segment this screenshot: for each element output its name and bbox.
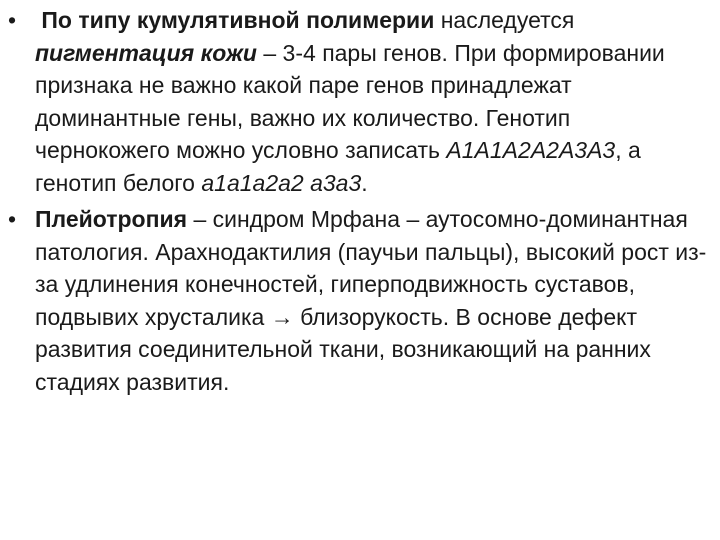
bullet-list bbox=[8, 4, 708, 402]
bullet-marker: • bbox=[8, 206, 17, 232]
term-pleiotropy: Плейотропия bbox=[35, 206, 188, 232]
bullet-marker: • bbox=[8, 7, 17, 33]
text-marfan-description: – синдром Мрфана – аутосомно-доминантная патология. Арахнодактилия (паучьи пальцы), высокий рост из-за удлинения конечностей, гиперподвижность суставов, подвывих хрусталика → близорукость. В основе дефект развития соединительной ткани, возникающий на ранних стадиях развития. bbox=[35, 206, 707, 395]
term-skin-pigmentation: пигментация кожи bbox=[35, 39, 257, 66]
term-cumulative-polymery: По типу кумулятивной полимерии bbox=[41, 7, 435, 33]
genotype-white: а1а1а2а2 а3а3 bbox=[201, 169, 362, 196]
text-inherited: наследуется bbox=[434, 7, 575, 33]
bullet-pleiotropy bbox=[8, 203, 708, 398]
text-polymery-description: – 3-4 пары генов. При формировании признака не важно какой паре генов принадлежат доминантные гены, важно их количество. Генотип чернокожего можно условно записать bbox=[35, 39, 665, 163]
genotype-black: А1А1А2А2А3А3 bbox=[446, 137, 616, 163]
bullet-polymery bbox=[8, 4, 708, 199]
text-period: . bbox=[361, 169, 368, 196]
text-genotype-white-intro: , а генотип белого bbox=[35, 137, 641, 196]
